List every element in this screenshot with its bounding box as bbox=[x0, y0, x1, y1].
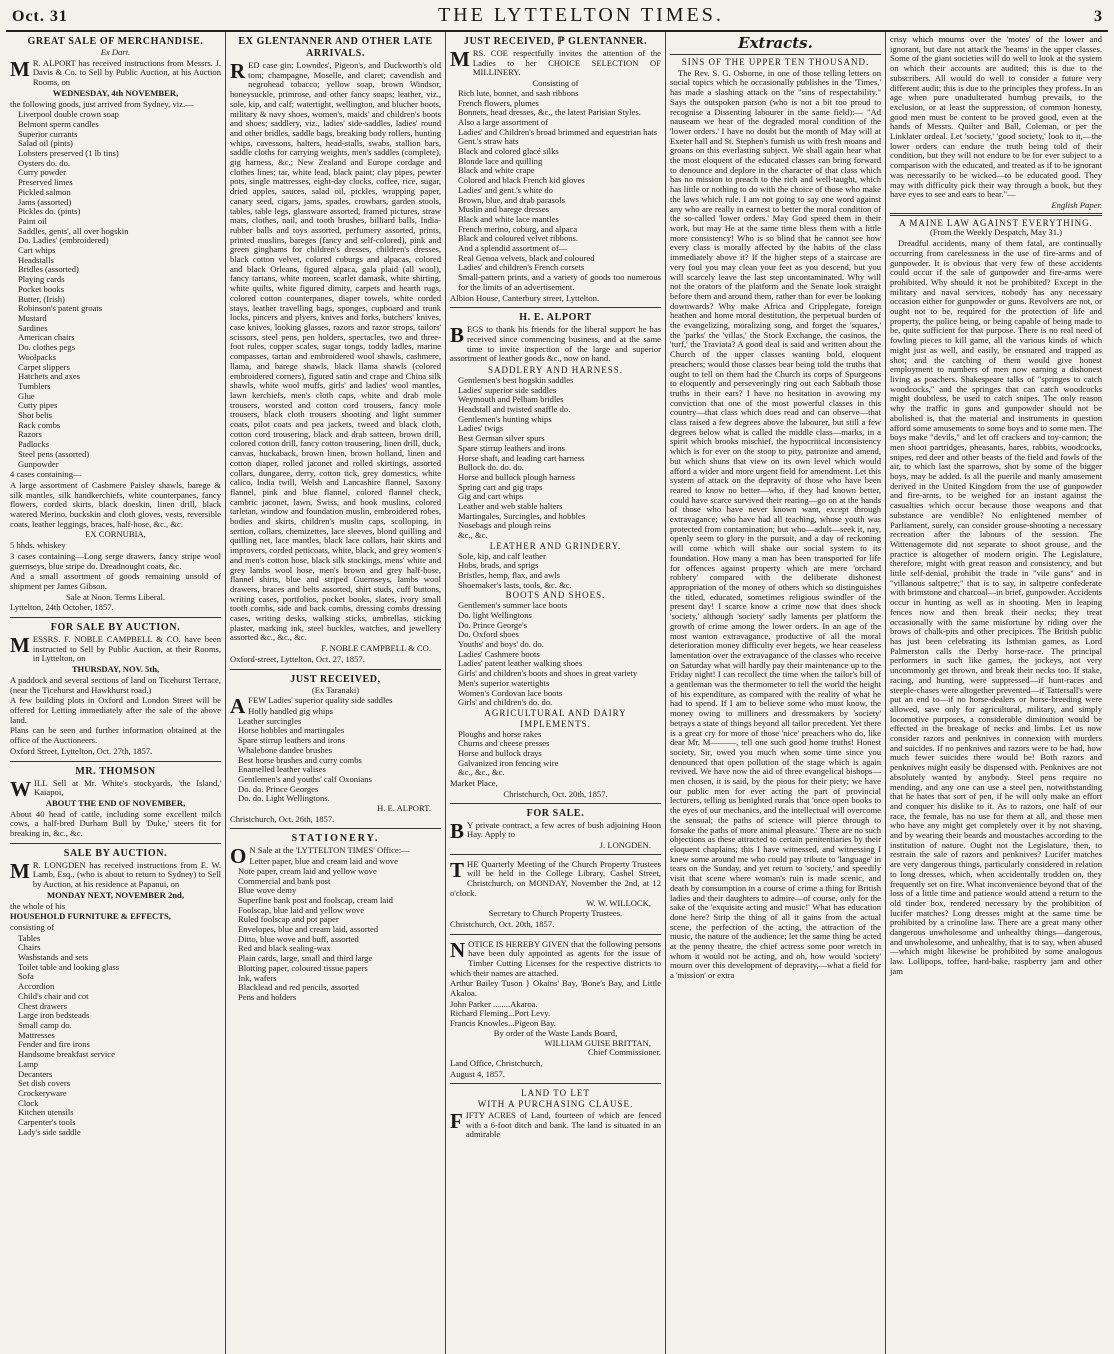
list-item: Ladies' superior side saddles bbox=[458, 384, 557, 395]
list-item: Gent.'s straw hats bbox=[458, 136, 519, 147]
saddlery-list bbox=[230, 707, 441, 804]
list-item: Note paper, cream laid and yellow wove bbox=[238, 865, 377, 876]
list-item: Galvanized iron fencing wire bbox=[458, 757, 559, 768]
ad-dateline: Christchurch, Oct. 20th, 1857. bbox=[503, 788, 608, 799]
list-item: Pens and holders bbox=[238, 991, 297, 1002]
list-item: Preserved limes bbox=[18, 177, 73, 188]
list-item: Lobsters preserved (1 lb tins) bbox=[18, 148, 119, 159]
list-item: Butter, (Irish) bbox=[18, 293, 65, 304]
ad-subheading: HOUSEHOLD FURNITURE & EFFECTS, bbox=[10, 911, 171, 922]
ad-text: ESSRS. F. NOBLE CAMPBELL & CO. have been instructed to Sell by Public Auction, at their Rooms, in Lyttelton, on bbox=[32, 634, 221, 664]
ad-heading: STATIONERY. bbox=[291, 833, 380, 845]
list-item: Black and colored glacé silks bbox=[458, 146, 559, 157]
article-body: The Rev. S. G. Osborne, in one of those telling letters on social topics which he occasionally publishes in the 'Times,' has made a slashing attack on the "sins of respectability." Says the outspoken parson (who is not a bit too proud to recognise a Dissenting labourer in the same field):— "Ad nauseam we hear of the degraded moral condition of the 'lower orders.' I have no doubt but the month of May will at Exeter hall and St. Stephen's furnish us with fresh moans and groans on this everlasting subject. We shall again hear what the most eloquent of the educated classes can bring forward to denounce and deplore in the character of that class which has no mission to preach to the rich and well-taught, which has little or nothing to do with the choice of those who make the laws which rule. I am not going to say one word against any who are really in earnest to better the moral condition of the so-called 'lower orders.' May God speed them in their work, but may He at the same time bless them with a little more consistency! Who is so blind that he cannot see how every class is morally affected by the habits of the class immediately above it? If the higher steps of a staircase are very foul you may clean your feet as you descend, but you will scarcely leave the last step uncontaminated. Why will not the orators of the platform and the Senate look straight before them and around them, rather than for ever be looking downwards? Why make Africa and Cripplegate, foreign heathen and home moral destitution, the perpetual burden of the evangelizing, moralizing song, and forget the 'squares,' the 'parks' the 'villas,' the Stock Exchange, the casinos, the 'turf,' the Traviata? A good deal is said and written about the Church of the upper classes wanting bold, eloquent preachers; would those classes bear being told the truths that ought to tell on them had the Church its corps of Spurgeons to eloquently and perseveringly ring out each Sabbath those truths in their ears? I have no hesitation in avowing my conviction that one of the most powerful classes in this country—that class which does read and can observe—that class raised a few degrees above the labourer, but still a few degrees below what is called the middle class—marks, in a spirit which brooks mischief, the hypocritical inconsistency which is for ever on the stoop to pity, patronize and amend, but which shuns that view on its own level which would afford a wider and more urgent field for amendment. Let this system of attack on the depravity of those who have been reared to know no better—who, if they had known better, could have scarce survived their rearing—go on at the hands of those who have never known want, except through extravagance; who have had all teaching, whose youth was protected from contamination; but who—adult—seek it, nay, openly seem to glory in the pursuit, and a day of reckoning will come which will shake our social system to its foundation. How many a man has been transported for life for offences against property which are mere 'orchard robbery' compared with the deliberate dishonest appropriation of the money of others which so distinguishes the titled, educated, sometimes religious swindler of the present day! I scarce know a crime now that does shock 'society,' although 'society' sadly laments per platform the growth of crime among the lower orders. In an age of the most wanton extravagance, productive of all the moral deterioration money difficulty ever begets, we hear ceaseless lamentation over the extravagance of the classes who receive on Saturday what will hardly pay their maintenance up to the Friday night! I can recollect the time when the tailor's bill of a gentleman was the thermometer to tell the world the height of his expenditure, as compared with the reality of what he had to spend. If I am to believe some who must know, the money owing to milliners and dressmakers by 'society' betrays a state of things beyond all tailor precedent. Yet there is a great cry for more of those 'nice' preachers who do, like dear Mr. M———, tell one such good home truths! Honest society, Sir, owed you much when some time since you denounced that open pollution of the stage which is again revived. We have now the aid of three evangelical bishops—men chosen, it is said, by the pious for their piety; we have our public men for ever acting the part of provincial lecturers, telling us benighted rurals that 'once open books to the eyes of our mechanics, and the intellectual will overcome the sensual; the paths of science will pierce through to forsake the paths of more animal pleasure.' There are no such objections as these attracted to certain penitentiaries by their eloquent chaplains; this I have witnessed, and witnessing I knew some around me who could pay tribute to 'language' in tears on the Sunday, and yet return to 'society,' and speedily visit that scene where woman's ruin is made scenic, and death by consumption in a course of crime a thing for British ladies and their daughters to admire—of course, only for the sake of the 'exquisite acting and music!' What has education done here? Strip the thing of all it gains from the actual scene, the perfection of the acting, the attraction of the music, the nature of the audience; let the same thing be acted at the penny theatre, the chief actress some poor wretch in whom it would not be acting, and oh, how would 'society' mourn over this development of depravity,—what a field for a 'mission' or extra bbox=[670, 67, 881, 981]
ad-heading: JUST RECEIVED, ℙ GLENTANNER. bbox=[463, 36, 648, 47]
article-body: crisy which mourns over the 'motes' of the lower and ignorant, but dare not attack the 'beams' in the upper classes. Some of the giant societies will do well to look at the system on which their accounts are audited; this is due to the subscribers. All would do well to consider a future very different audit; this is due to the principles they profess. In an age when pure unadulterated humbug prevails, to the exclusion, or at least the suppression, of common honesty, good men must be content to be proved good, even at the hands of Messrs. Quilter and Ball, Coleman, or per the Linklater ordeal. Let 'society,' 'good society,' look to it,—the lower orders can endure the truth being told of their condition, but they will not endure to be for ever subject to a comparison with the educated, and treated as if to be ignorant was necessarily to be wicked—to be educated good. They may with difficulty pick their way through a book, but they have eyes to see and ears to hear."— bbox=[890, 34, 1102, 200]
list-item: Ditto, blue wove and buff, assorted bbox=[238, 933, 359, 944]
list-item: Real Genoa velvets, black and coloured bbox=[458, 252, 595, 263]
ad-text: R. ALPORT has received instructions from Messrs. J. Davis & Co. to Sell by Public Auction, at his Auction Rooms, on bbox=[32, 57, 221, 88]
ad-dateline: Land Office, Christchurch, bbox=[450, 1057, 543, 1068]
ad-text: About 40 head of cattle, including some excellent milch cows, a half-bred Durham Bull by 'Duke,' steers fit for breaking in, &c., &c. bbox=[10, 808, 221, 839]
ad-text: Plans can be seen and further information obtained at the office of the Auctioneers. bbox=[10, 725, 221, 746]
ad-for-sale-bush bbox=[450, 806, 661, 855]
list-item: Gentlemen's summer lace boots bbox=[458, 600, 568, 611]
ad-dateline: Oxford Street, Lyttelton, Oct. 27th, 1857. bbox=[10, 745, 153, 756]
ad-timber-licenses: NOTICE IS HEREBY GIVEN that the following persons have been duly appointed as agents for the issue of Timber Cutting Licenses for the respective districts to which their names are attached. Arthur Bailey Tuson } Okains' Bay, 'Bone's Bay, and Little Akaloa. John Parker ........Akaroa. Richard Fleming...Port Levy. Francis Knowles...Pigeon Bay. By order of the Waste Lands Board, WILLIAM GUISE BRITTAN, Chief Commissioner. Land Office, Christchurch, August 4, 1857. bbox=[450, 937, 661, 1085]
ad-stationery bbox=[230, 831, 441, 1005]
list-item: Pickled salmon bbox=[18, 186, 71, 197]
list-item: Spare stirrup leathers and irons bbox=[238, 735, 345, 746]
list-item: Horse and bullock plough harness bbox=[458, 471, 575, 482]
drop-cap: O bbox=[230, 844, 247, 869]
list-item: Paint oil bbox=[18, 215, 47, 226]
ad-dateline: Christchurch, Oct. 20th, 1857. bbox=[450, 918, 555, 929]
drop-cap: M bbox=[10, 858, 30, 883]
ad-text: OTICE IS HEREBY GIVEN that the following persons have been duly appointed as agents for the issue of Timber Cutting Licenses for the respective districts to which their names are attached. bbox=[450, 938, 661, 978]
list-item: Blonde lace and quilling bbox=[458, 155, 543, 166]
ad-signature-title: Chief Commissioner. bbox=[587, 1047, 661, 1058]
list-item: Glue bbox=[18, 390, 35, 401]
ad-text: the whole of his bbox=[10, 900, 66, 911]
ad-subheading: EX CORNUBIA, bbox=[85, 529, 146, 540]
list-item: Ladies' and children's French corsets bbox=[458, 262, 585, 273]
list-item: Gentlemen's hunting whips bbox=[458, 413, 552, 424]
list-item: Ladies' twigs bbox=[458, 423, 504, 434]
column-5 bbox=[886, 32, 1106, 1354]
list-item: Ladies' and Children's broad brimmed and equestrian hats bbox=[458, 126, 658, 137]
drop-cap: F bbox=[450, 1108, 463, 1133]
list-item: Commercial and bank post bbox=[238, 875, 331, 886]
ad-text: Y private contract, a few acres of bush adjoining Hoon Hay. Apply to bbox=[467, 819, 661, 840]
ad-heading: LAND TO LET bbox=[521, 1088, 590, 1099]
ad-text: By order of the Waste Lands Board, bbox=[493, 1027, 618, 1038]
ad-heading: MR. THOMSON bbox=[75, 765, 156, 777]
drop-cap: R bbox=[230, 59, 246, 83]
sale-date: MONDAY NEXT, NOVEMBER 2nd, bbox=[47, 889, 184, 900]
list-item: Do. Ladies' (embroidered) bbox=[18, 235, 109, 246]
list-item: Hatchets and axes bbox=[18, 371, 81, 382]
list-item: Curry powder bbox=[18, 167, 66, 178]
implements-list bbox=[450, 730, 661, 779]
section-heading: BOOTS AND SHOES. bbox=[505, 590, 606, 601]
list-item: Brown, blue, and drab parasols bbox=[458, 194, 565, 205]
list-item: Leather and web stable halters bbox=[458, 501, 563, 512]
list-item: Horse and bullock drays bbox=[458, 747, 542, 758]
ad-dateline: Lyttelton, 24th October, 1857. bbox=[10, 602, 114, 613]
list-item: Blacklead and red pencils, assorted bbox=[238, 982, 359, 993]
agent-entry: Richard Fleming...Port Levy. bbox=[450, 1008, 551, 1019]
list-item: Ink, wafers bbox=[238, 972, 277, 983]
list-item: Women's Cordovan lace boots bbox=[458, 687, 563, 698]
ad-longden-sale bbox=[10, 846, 221, 1141]
list-item: Cart whips bbox=[18, 245, 56, 256]
article-title: SINS OF THE UPPER TEN THOUSAND. bbox=[681, 56, 870, 67]
list-item: Gentlemen's and youths' calf Oxonians bbox=[238, 773, 372, 784]
list-item: Black and coloured velvet ribbons. bbox=[458, 233, 579, 244]
list-item: Accordion bbox=[18, 981, 55, 992]
list-item: Do. clothes pegs bbox=[18, 342, 76, 353]
list-item: Gig and cart whips bbox=[458, 491, 524, 502]
list-item: Fender and fire irons bbox=[18, 1039, 90, 1050]
agent-entry: Francis Knowles...Pigeon Bay. bbox=[450, 1018, 556, 1029]
article-source: (From the Weekly Despatch, May 31.) bbox=[929, 227, 1063, 238]
list-item: Padlocks bbox=[18, 439, 50, 450]
list-item: Do. Oxford shoes bbox=[458, 629, 519, 640]
list-item: Nosebags and plough reins bbox=[458, 520, 551, 531]
article-source: English Paper. bbox=[1051, 199, 1102, 210]
list-item: Do. do. Light Wellingtons. bbox=[238, 793, 330, 804]
ad-signature-title: Secretary to Church Property Trustees. bbox=[488, 908, 623, 919]
ad-text: IFTY ACRES of Land, fourteen of which are fenced with a 6-foot ditch and bank. The land is situated in an admirable bbox=[465, 1109, 661, 1140]
list-item: Rich lute, bonnet, and sash ribbons bbox=[458, 87, 579, 98]
list-item: Mattresses bbox=[18, 1029, 55, 1040]
list-item: Razors bbox=[18, 429, 42, 440]
list-item: American chairs bbox=[18, 332, 75, 343]
drop-cap: B bbox=[450, 323, 465, 348]
list-item: Woolpacks bbox=[18, 351, 56, 362]
list-item: Liverpool double crown soap bbox=[18, 109, 119, 120]
list-item: Small-pattern prints, and a variety of goods too numerous for the limits of an advertisement. bbox=[458, 272, 661, 292]
list-item: Enamelled leather valises bbox=[238, 764, 326, 775]
newspaper-title: THE LYTTELTON TIMES. bbox=[437, 4, 724, 26]
list-item: Gunpowder bbox=[18, 458, 59, 469]
list-item: Bullock do. do. do. bbox=[458, 462, 524, 473]
list-item: Set dish covers bbox=[18, 1078, 71, 1089]
ad-land-to-let bbox=[450, 1086, 661, 1144]
ad-signature: F. NOBLE CAMPBELL & CO. bbox=[321, 643, 431, 654]
list-item: Do. light Wellingtons bbox=[458, 609, 532, 620]
list-item: Spare stirrup leathers and irons bbox=[458, 442, 565, 453]
list-item: Toilet table and looking glass bbox=[18, 961, 120, 972]
list-item: Hobs, brads, and sprigs bbox=[458, 560, 539, 571]
drop-cap: B bbox=[450, 818, 465, 843]
list-item: Weymouth and Pelham bridles bbox=[458, 394, 564, 405]
list-item: Best German silver spurs bbox=[458, 433, 545, 444]
ad-heading: SALE BY AUCTION. bbox=[63, 847, 168, 859]
article-title: A MAINE LAW AGAINST EVERYTHING. bbox=[899, 217, 1093, 228]
ad-signature: J. LONGDEN. bbox=[599, 839, 651, 850]
list-item: Washstands and sets bbox=[18, 952, 88, 963]
list-item: Martingales, Surcingles, and hobbles bbox=[458, 510, 586, 521]
ad-signature: H. E. ALPORT. bbox=[377, 803, 431, 814]
ad-text: the following goods, just arrived from Sydney, viz.— bbox=[10, 98, 194, 109]
ad-text: 5 hhds. whiskey bbox=[10, 540, 66, 551]
issue-date: Oct. 31 bbox=[12, 8, 68, 25]
ad-millinery bbox=[450, 34, 661, 308]
list-item: Bridles (assorted) bbox=[18, 264, 79, 275]
list-item: Holly handled gig whips bbox=[248, 706, 333, 716]
ad-text: consisting of bbox=[10, 921, 55, 932]
ad-church-trustees bbox=[450, 857, 661, 935]
ad-text: 4 cases containing— bbox=[10, 469, 82, 480]
list-item: Bristles, hemp, flax, and awls bbox=[458, 570, 560, 581]
list-item: Salad oil (pints) bbox=[18, 138, 73, 149]
ad-text: EGS to thank his friends for the liberal support he has received since commencing business, and at the same time to invite inspection of the large and superior assortment of leather goods &c., now on hand. bbox=[450, 324, 661, 364]
agent-name: Arthur Bailey Tuson bbox=[450, 978, 523, 989]
stationery-list bbox=[230, 857, 441, 1003]
list-item: Handsome breakfast service bbox=[18, 1049, 115, 1060]
list-item: Robinson's patent groats bbox=[18, 303, 103, 314]
agent-entry: John Parker ........Akaroa. bbox=[450, 998, 538, 1009]
ad-text: ILL Sell at Mr. White's stockyards, 'the Island,' Kaiapoi, bbox=[34, 777, 221, 798]
list-item: Also a large assortment of bbox=[458, 116, 549, 127]
list-item: Large iron bedsteads bbox=[18, 1010, 90, 1021]
drop-cap: A bbox=[230, 694, 246, 719]
ad-text: HE Quarterly Meeting of the Church Property Trustees will be held in the College Library, Cashel Street, Christchurch, on MONDAY, November the 2nd, at 12 o'clock. bbox=[450, 858, 661, 898]
ad-text: R. LONGDEN has received instructions from E. W. Lamb, Esq., (who is about to return to Sydney) to Sell by Auction, at his residence at Papanui, on bbox=[32, 859, 221, 890]
list-item: Muslin and barege dresses bbox=[458, 204, 549, 215]
drop-cap: M bbox=[10, 56, 30, 81]
ad-dateline: Christchurch, Oct. 26th, 1857. bbox=[230, 813, 335, 824]
leather-list bbox=[450, 552, 661, 591]
ad-text: ED case gin; Lowndes', Pigeon's, and Duckworth's old tom; champagne, Moselle, and claret; cavendish and negrohead tobacco; yellow soap, brown Windsor, honeysuckle, primrose, and other fancy soaps; leather, viz., sole, kip, and calf; watertight, wellington, and blucher boots, military & navy shoes, women's, maids' and children's boots and shoes; saddlery, viz., ladies' side-saddles, ladies' round and other bridles, saddle bags, breaking body rollers, hunting whips, cavessons, halters, head-stalls, swabs, stallion bars, saddle cloths for carrying weights, men's saddles (complete), gig harness, &c.; New Zealand and Europe cordage and clothes lines; tar, white lead, black paint; clay pipes, pewter pots, single mattresses, eight-day clocks, coffee, rice, sugar, dried apples, sauces, salad oil, pickles, wrapping paper, canary seed, cigars, jams, spades, crowbars, garden stools, tables, table legs, glassware assorted, framed pictures, straw mats, clothes, nail, and tooth brushes, billiard balls, India-rubber balls and toys assorted, perfumery assorted, prints, printed muslins, bareges (fancy and self-colored), pink and green ginghams for children's dresses, children's dresses, black cotton velvet, colored coburgs and alpacas, colored and black Orleans, figured alpaca, gala plaid (all wool), fancy tartans, white moreen, scarlet damask, white shirting, white quilts, white figured dimity, carpets and hearth rugs, colored cotton counterpanes, diaper towels, white corded stays, leather travelling bags, sponges, cupboard and trunk locks, pincers and plyers, knives and forks, butchers' knives, case knives, looking glasses, razors and razor strops, tailors' scissors, steel pens, pen holders, spectacles, two and three-foot rules, copper scales, sugar tongs, toddy ladles, marine compasses, tartan and embroidered wool shawls, cashmere, llama, and barege shawls, black llama shawls (colored embroidered corners), figured satin and crape and China silk shawls, white wool muffs, girls' and ladies' wool mantles, lawn kerchiefs, men's cloth caps, white and drab mole trousers, worsted and cotton cord trousers, fancy mole trousers, black cloth trousers shooting and light summer coats, pilot coats and pea jackets, tweed and black cloth, cotton cord trousering, black and drab satteen, brown drill, colored cotton drill, fancy cotton trousering, linen drill, duck, canvas, huckaback, brown linen, brown holland, linen and cotton diaper, rolled jaconet and rolled skirtings, assorted collars, dungaree, derry, cotton tick, grey domestics, white calico, India twill, Welsh and Lancashire flannel, Saxony flannel, pink and blue flannel, colored flannel check, cambric jaconet, lawn, Swiss, and book muslins, colored tarletan, window and foundation muslin, embroidered robes, bodies and skirts, children's muslin caps, scolloping, in sertion, collars, chemizettes, lace sleeves, blond quilling and quilling net, lace mantles, black lace collars, hair skirts and improvers, corded petticoats, white, black, and grey women's and men's cotton hose, black silk stockings, mens' white and grey lambs wool hose, men's brown and grey half-hose, flannel shirts, blue and striped Guernseys, lambs wool drawers, braces and belts assorted, shirt studs, cuff buttons, writing cases, portfolios, pocket books, slates, ivory small tooth combs, side and back combs, dressing combs dressing cases, writing desks, walking sticks, umbrellas, sticking plaster, marking ink, steel buckles, watches, and jewellery assorted &c., &c., &c. bbox=[230, 60, 441, 643]
list-item: Do. do. Prince Georges bbox=[238, 783, 319, 794]
list-item: Belmont sperm candles bbox=[18, 118, 99, 129]
ad-dateline: Oxford-street, Lyttelton, Oct. 27, 1857. bbox=[230, 653, 365, 664]
list-item: Ladies' and gent.'s white do bbox=[458, 184, 553, 195]
list-item: Decanters bbox=[18, 1068, 53, 1079]
list-item: Carpet slippers bbox=[18, 361, 70, 372]
list-item: Headstalls bbox=[18, 254, 54, 265]
ad-heading: GREAT SALE OF MERCHANDISE. bbox=[27, 36, 204, 47]
list-item: Saddles, gents', all over hogskin bbox=[18, 225, 129, 236]
list-item: Steel pens (assorted) bbox=[18, 448, 90, 459]
ad-signature: W. W. WILLOCK, bbox=[586, 898, 651, 909]
article-body: Dreadful accidents, many of them fatal, are continually occurring from carelessness in the use of fire-arms and of gunpowder. It is obvious that very few of these accidents could occur if the sale of gunpowder and fire-arms were prohibited. Why should it not be prohibited? Except in the military and naval services, nobody has any necessary occasion either for gunpowder or guns. Revolvers are not, or ought not to be, required for the protection of life and property, the police being, or being capable of being made to be, quite sufficient for that purpose. There is no real need of fowling pieces to kill game, all the various kinds of which might just as well, and easily, be ensnared and trapped as shot; and the catching of them would give honest employment to numbers of men now earning a dishonest living as poachers. Shakespeare talks of "springes to catch woodcocks," and the springes that can catch woodcocks might doubtless, be used to catch snipes. The only reason why the traffic in guns and gunpowder should not be abolished is, that the material and instruments in question afford some amusements to some boys and to some men. The boys make "devils," and let off crackers and toy-cannon; the men shoot partridges, pheasants, hares, rabbits, woodcocks, snipes, red deer and other beasts of the field and fowls of the air, to which last the sparrows, shot by some of the bigger boys, may be added. Is all the puerile and manly amusement derived in the United Kingdom from the use of gunpowder and fire-arms, to be weighed for an instant against the casualties which occur because those weapons and that substance are vendible? No enlightened member of Parliament, surely, can consider grouse-shooting a necessary recreation after the labours of the session. The Wittenagemote did not separate to shoot grouse, and the practice is altogether of modern origin. The Legislature, therefore, might with great reason and consistency, and but little self-denial, prohibit the trade in "vile guns" and in "villanous saltpetre;" that is to say, in saltpetre confederate with brimstone and charcoal—in brief, gunpowder. Accidents occur in hunting as well as in shooting. Men in leaping fences now and then break their necks; they treat occasionally with the same misfortune by riding over the brows of chalk-pits and other precipices. The British public has just been celebrating its Isthmian games, as Lord Palmerston calls the Derby horse-race. The principal performers in such like games, the jockeys, not very uncommonly get thrown, and break their necks too. If stake, racing, and hunting, were suppressed—if hunt-races and steeple-chases were altogether prevented—if Tattersall's were put an end to—if no horse-dealers or horse-breeding were allowed, save only for agricultural, military, and simply locomotive purposes, a considerable diminution would be effected in the breakage of necks and limbs. Let us now consider razors and penknives in connexion with murders and suicides. If no penknives and razors were to be had, how much fewer suicides there would be! Both razors and penknives might easily be dispensed with. Penknives are not absolutely wanted by anybody. Steel pens require no mending, and any one can use a steel pen, notwithstanding that he hates that sort of pen, if he will only make an effort and conquer his dislike to it. As to razors, one half of our race, the female, has no use for them at all, and those men who have any might get completely over it by not shaving, and by wearing their beards and moustaches according to the institution of nature. Ought not the Legislature, then, to restrain the sale of razors and penknives? Lucifer matches are very dangerous things, particularly considered in relation to long dresses, which, when accidentally trodden on, they frequently set on fire. What inconvenience beyond that of the loss of a little time and patience would attend a return to the old tinder box, rendered necessary by the prohibition of lucifer matches? Long dresses might at the same time be prohibited by a crinoline law. There are a great many other dangerous unwholesome and unhealthy things—dangerous, and unwholesome, and unhealthy, that is to say, when abused—which might likewise be prohibited by some analogous law. Lollipops, toffee, hard-bake, raspberry jam and other jam bbox=[890, 238, 1102, 976]
list-item: Chest drawers bbox=[18, 1000, 67, 1011]
list-item: Sofa bbox=[18, 971, 34, 982]
list-item: Envelopes, blue and cream laid, assorted bbox=[238, 924, 379, 935]
furniture-list bbox=[10, 934, 221, 1138]
ad-subheading: Consisting of bbox=[532, 78, 579, 89]
list-item: Superior currants bbox=[18, 128, 78, 139]
list-item: Horse shaft, and leading cart harness bbox=[458, 452, 585, 463]
ad-signature: WILLIAM GUISE BRITTAN, bbox=[544, 1037, 651, 1048]
list-item: Pocket books bbox=[18, 283, 65, 294]
list-item: Letter paper, blue and cream laid and wove bbox=[249, 856, 398, 867]
section-heading: SADDLERY AND HARNESS. bbox=[488, 365, 623, 376]
ad-ex-glentanner bbox=[230, 34, 441, 670]
section-heading: LEATHER AND GRINDERY. bbox=[489, 540, 622, 551]
list-item: Playing cards bbox=[18, 274, 65, 285]
list-item: Child's chair and cot bbox=[18, 990, 89, 1001]
list-item: And a splendid assortment of— bbox=[458, 243, 568, 254]
boots-list bbox=[450, 601, 661, 708]
sale-date: ABOUT THE END OF NOVEMBER, bbox=[45, 797, 186, 808]
page-number: 3 bbox=[1093, 8, 1102, 25]
drop-cap: W bbox=[10, 776, 31, 801]
list-item: Lamp bbox=[18, 1058, 39, 1069]
list-item: Ruled foolscap and pot paper bbox=[238, 914, 339, 925]
list-item: Leather surcingles bbox=[238, 715, 302, 726]
list-item: Ladies' Cashmere boots bbox=[458, 648, 540, 659]
list-item: Ploughs and horse rakes bbox=[458, 728, 542, 739]
list-item: Men's superior watertights bbox=[458, 677, 550, 688]
drop-cap: T bbox=[450, 857, 465, 882]
list-item: Foolscap, blue laid and yellow wove bbox=[238, 904, 365, 915]
ad-text: A paddock and several sections of land on Ticehurst Terrace, (near the Ticehurst and Hawkhurst road.) bbox=[10, 674, 221, 695]
ad-sale-of-merchandise bbox=[10, 34, 221, 618]
list-item: French merino, coburg, and alpaca bbox=[458, 223, 578, 234]
ad-dateline: Albion House, Canterbury street, Lyttelton. bbox=[450, 292, 600, 303]
list-item: Cutty pipes bbox=[18, 400, 58, 411]
drop-cap: N bbox=[450, 937, 466, 962]
list-item: Kitchen utensils bbox=[18, 1107, 74, 1118]
ad-text: N Sale at the 'LYTTELTON TIMES' Office:— bbox=[249, 845, 410, 856]
list-item: Girls' and children's do. do. bbox=[458, 697, 553, 708]
ad-alport-leather bbox=[450, 310, 661, 803]
column-3 bbox=[446, 32, 666, 1354]
list-item: Black and white crape bbox=[458, 165, 535, 176]
list-item: Mustard bbox=[18, 312, 47, 323]
list-item: Small camp do. bbox=[18, 1019, 72, 1030]
ad-heading: EX GLENTANNER AND OTHER LATE ARRIVALS. bbox=[238, 36, 433, 59]
masthead bbox=[6, 4, 1108, 32]
list-item: Black and white lace mantles bbox=[458, 213, 559, 224]
sale-date: WEDNESDAY, 4th NOVEMBER, bbox=[52, 87, 179, 98]
ad-text: 3 cases containing—Long serge drawers, fancy stripe wool guernseys, blue stripe do. Dreadnought coats, &c. bbox=[10, 550, 221, 571]
ad-text: RS. COE respectfully invites the attention of the Ladies to her CHOICE SELECTION OF MILLINERY. bbox=[472, 48, 661, 78]
column-1 bbox=[6, 32, 226, 1354]
list-item: Best horse brushes and curry combs bbox=[238, 754, 362, 765]
ad-text: FEW Ladies' superior quality side saddles bbox=[248, 695, 393, 706]
sale-date: THURSDAY, NOV. 5th, bbox=[71, 664, 160, 675]
list-item: Gentlemen's best hogskin saddles bbox=[458, 374, 574, 385]
ad-text: A large assortment of Cashmere Paisley shawls, barege & silk mantles, silk handkerchiefs, white counterpanes, fancy flowers, corded skirts, black doeskin, linen drill, black watered Merino, buckskin and cloth gloves, vests, reversible coats, leather leggings, braces, half-hose, &c., &c. bbox=[10, 479, 221, 529]
list-item: Clock bbox=[18, 1097, 39, 1108]
list-item: Blotting paper, coloured tissue papers bbox=[238, 962, 368, 973]
list-item: Colored and black French kid gloves bbox=[458, 175, 585, 186]
list-item: Spring cart and gig traps bbox=[458, 481, 543, 492]
section-heading: AGRICULTURAL AND DAIRY IMPLEMENTS. bbox=[484, 707, 627, 729]
list-item: Horse hobbles and martingales bbox=[238, 725, 345, 736]
extracts-heading: Extracts. bbox=[738, 34, 813, 52]
list-item: Carpenter's tools bbox=[18, 1117, 76, 1128]
ad-dateline: August 4, 1857. bbox=[450, 1068, 505, 1079]
ad-dateline: Market Place, bbox=[450, 778, 498, 789]
ad-mr-thomson bbox=[10, 764, 221, 844]
list-item: Bonnets, head dresses, &c., the latest Parisian Styles. bbox=[458, 107, 641, 118]
drop-cap: M bbox=[450, 47, 470, 71]
list-item: Churns and cheese presses bbox=[458, 738, 550, 749]
list-item: Lady's side saddle bbox=[18, 1126, 81, 1137]
list-item: &c., &c. bbox=[458, 530, 488, 541]
list-item: Blue wove demy bbox=[238, 885, 297, 896]
list-item: Plain cards, large, small and third large bbox=[238, 953, 373, 964]
list-item: Whalebone dandee brushes bbox=[238, 744, 333, 755]
drop-cap: M bbox=[10, 633, 30, 658]
list-item: Shoemaker's lasts, tools, &c. &c. bbox=[458, 579, 572, 590]
list-item: Jams (assorted) bbox=[18, 196, 72, 207]
list-item: &c., &c., &c. bbox=[458, 767, 505, 778]
ad-just-received bbox=[230, 672, 441, 830]
ad-text: A few building plots in Oxford and London Street will be offered for Letting immediately after the sale of the above land. bbox=[10, 695, 221, 725]
ad-heading: JUST RECEIVED, bbox=[290, 673, 381, 685]
saddlery-list bbox=[450, 376, 661, 541]
list-item: Crockeryware bbox=[18, 1087, 67, 1098]
list-item: French flowers, plumes bbox=[458, 97, 539, 108]
goods-list bbox=[10, 110, 221, 469]
column-2 bbox=[226, 32, 446, 1354]
list-item: Chairs bbox=[18, 942, 41, 953]
list-item: Girls' and children's boots and shoes in great variety bbox=[458, 668, 638, 679]
ad-subheading: (Ex Taranaki) bbox=[311, 684, 360, 695]
ad-heading: WITH A PURCHASING CLAUSE. bbox=[477, 1099, 634, 1110]
ad-terms: Sale at Noon. Terms Liberal. bbox=[66, 591, 165, 602]
list-item: Headstall and twisted snaffle do. bbox=[458, 404, 571, 414]
millinery-list bbox=[450, 89, 661, 293]
list-item: Ladies' patent leather walking shoes bbox=[458, 658, 583, 669]
list-item: Sardines bbox=[18, 322, 48, 333]
list-item: Sole, kip, and calf leather bbox=[458, 550, 546, 561]
list-item: Do. Prince George's bbox=[458, 619, 527, 630]
list-item: Pickles do. (pints) bbox=[18, 206, 81, 217]
ad-heading: H. E. ALPORT bbox=[519, 312, 592, 324]
list-item: Superfine bank post and foolscap, cream laid bbox=[238, 894, 393, 905]
list-item: Rack combs bbox=[18, 419, 61, 430]
ad-subheading: Ex Dart. bbox=[100, 47, 131, 57]
ad-text: And a small assortment of goods remaining unsold of shipment per James Gibson. bbox=[10, 571, 221, 591]
list-item: Tumblers bbox=[18, 380, 51, 391]
list-item: Youths' and boys' do. do. bbox=[458, 639, 544, 650]
ad-heading: FOR SALE BY AUCTION. bbox=[50, 622, 181, 634]
column-4 bbox=[666, 32, 886, 1354]
ad-for-sale-by-auction bbox=[10, 620, 221, 761]
list-item: Red and black sealing-wax bbox=[238, 943, 331, 954]
list-item: Oysters do. do. bbox=[18, 157, 71, 168]
list-item: Shot belts bbox=[18, 410, 53, 421]
ad-heading: FOR SALE. bbox=[526, 807, 585, 819]
agent-district: Okains' Bay, 'Bone's Bay, and Little Akaloa. bbox=[450, 978, 662, 999]
list-item: Tables bbox=[18, 932, 41, 943]
